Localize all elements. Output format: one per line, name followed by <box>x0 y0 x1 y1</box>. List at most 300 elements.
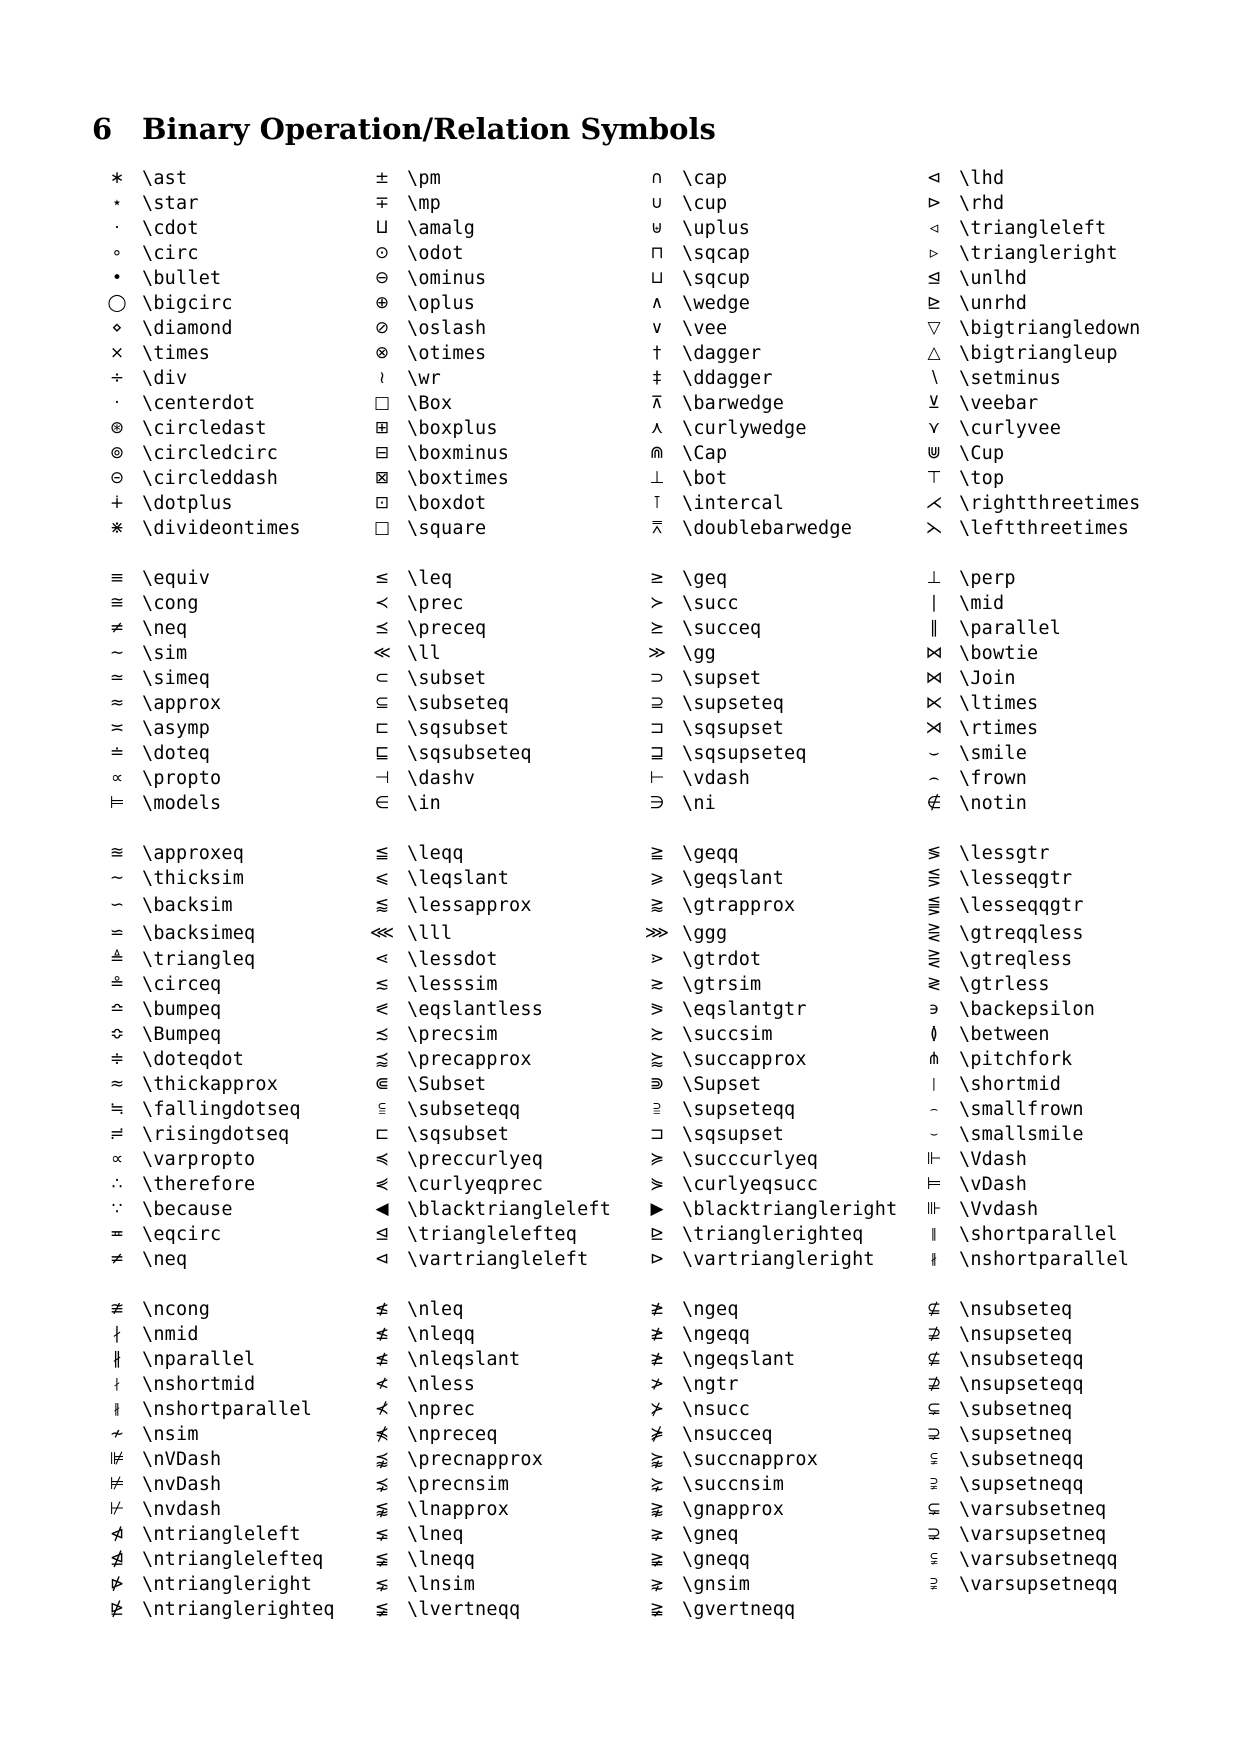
symbol-glyph: ⊊ <box>926 1399 942 1419</box>
symbol-glyph: ⋊ <box>925 718 943 738</box>
latex-command: \mid <box>959 593 1005 614</box>
symbol-row <box>632 1572 909 1597</box>
symbol-row <box>357 1122 632 1147</box>
symbol-glyph: ≱ <box>649 1299 665 1319</box>
latex-command: \neq <box>142 618 188 639</box>
latex-command: \nleqslant <box>407 1349 521 1370</box>
latex-command: \prec <box>407 593 464 614</box>
symbol-glyph: ∈ <box>374 793 390 813</box>
symbol-row <box>357 1297 632 1322</box>
symbol-row <box>632 766 909 791</box>
symbol-row <box>632 516 909 541</box>
latex-command: \leqq <box>407 843 464 864</box>
symbol-glyph: ≻ <box>649 593 665 613</box>
latex-command: \supseteqq <box>682 1099 796 1120</box>
latex-command: \therefore <box>142 1174 256 1195</box>
latex-command: \preceq <box>407 618 487 639</box>
symbol-row <box>92 866 357 891</box>
latex-command: \ngeqslant <box>682 1349 796 1370</box>
symbol-row <box>357 891 632 919</box>
latex-command: \pm <box>407 168 442 189</box>
symbol-glyph: ⋈ <box>925 643 943 663</box>
symbol-row <box>357 1022 632 1047</box>
section-number: 6 <box>92 112 113 146</box>
latex-command: \doteq <box>142 743 211 764</box>
latex-command: \nvdash <box>142 1499 222 1520</box>
latex-command: \boxplus <box>407 418 498 439</box>
symbol-glyph: ⊃ <box>649 668 665 688</box>
latex-command: \succ <box>682 593 739 614</box>
symbol-glyph: ≥ <box>649 568 665 588</box>
symbol-row <box>909 1072 1159 1097</box>
symbol-column <box>909 166 1159 541</box>
symbol-row <box>909 1047 1159 1072</box>
symbol-glyph: ≖ <box>109 1224 125 1244</box>
latex-command: \bumpeq <box>142 999 222 1020</box>
symbol-glyph: ≠ <box>109 1249 125 1269</box>
symbol-glyph: ≱ <box>649 1324 665 1344</box>
symbol-row <box>92 491 357 516</box>
symbol-row <box>92 1422 357 1447</box>
symbol-glyph: ⋬ <box>109 1549 125 1569</box>
symbol-glyph: ⋩ <box>649 1474 665 1494</box>
symbol-column <box>632 566 909 816</box>
latex-command: \smallsmile <box>959 1124 1084 1145</box>
symbol-glyph: ◃ <box>929 218 939 238</box>
symbol-glyph: ⫆ <box>653 1099 661 1119</box>
symbol-glyph: ∣ <box>929 593 939 613</box>
latex-command: \lneq <box>407 1524 464 1545</box>
symbol-glyph: ⊘ <box>374 318 390 338</box>
symbol-row <box>92 1097 357 1122</box>
latex-command: \setminus <box>959 368 1062 389</box>
latex-command: \gnsim <box>682 1574 751 1595</box>
latex-command: \nsubseteqq <box>959 1349 1084 1370</box>
symbol-row <box>632 1422 909 1447</box>
symbol-row <box>357 1597 632 1622</box>
symbol-glyph: ⊉ <box>926 1374 942 1394</box>
symbol-glyph: ⊣ <box>374 768 390 788</box>
symbol-row <box>909 416 1159 441</box>
symbol-glyph: ⊥ <box>649 468 665 488</box>
symbol-row <box>909 216 1159 241</box>
symbol-glyph: ⊩ <box>926 1149 942 1169</box>
symbol-glyph: ≰ <box>374 1299 390 1319</box>
symbol-row <box>357 841 632 866</box>
latex-command: \doteqdot <box>142 1049 245 1070</box>
latex-command: \ltimes <box>959 693 1039 714</box>
latex-command: \wedge <box>682 293 751 314</box>
latex-command: \star <box>142 193 199 214</box>
symbol-glyph: ⊝ <box>109 468 125 488</box>
symbol-glyph: ⋙ <box>644 922 670 943</box>
latex-command: \divideontimes <box>142 518 301 539</box>
symbol-glyph: ≯ <box>649 1374 665 1394</box>
symbol-row <box>92 691 357 716</box>
symbol-glyph: ⊴ <box>374 1224 390 1244</box>
symbol-row <box>357 1172 632 1197</box>
symbol-row <box>632 641 909 666</box>
latex-command: \sim <box>142 643 188 664</box>
symbol-row <box>632 1297 909 1322</box>
symbol-glyph: ⪅ <box>374 894 390 915</box>
symbol-glyph: ⊕ <box>374 293 390 313</box>
symbol-row <box>632 1522 909 1547</box>
latex-command: \intercal <box>682 493 785 514</box>
latex-command: \pitchfork <box>959 1049 1073 1070</box>
symbol-glyph: ⋄ <box>111 318 123 338</box>
latex-command: \approxeq <box>142 843 245 864</box>
symbol-row <box>92 1572 357 1597</box>
symbol-row <box>909 841 1159 866</box>
symbol-glyph: ◀ <box>375 1199 389 1219</box>
latex-command: \oslash <box>407 318 487 339</box>
symbol-glyph: ⋛ <box>926 922 942 943</box>
latex-command: \nless <box>407 1374 476 1395</box>
symbol-glyph: ⋉ <box>925 693 943 713</box>
symbol-glyph: ⊼ <box>650 393 664 413</box>
latex-command: \circledcirc <box>142 443 279 464</box>
symbol-glyph: ∥ <box>929 618 939 638</box>
symbol-glyph: ⊨ <box>926 1174 942 1194</box>
latex-command: \geqq <box>682 843 739 864</box>
latex-command: \veebar <box>959 393 1039 414</box>
symbol-glyph: ≏ <box>109 999 125 1019</box>
symbol-row <box>909 666 1159 691</box>
latex-command: \nsucc <box>682 1399 751 1420</box>
symbol-glyph: ⊳ <box>926 193 942 213</box>
latex-command: \curlyeqprec <box>407 1174 544 1195</box>
symbol-glyph: ◯ <box>107 293 127 313</box>
latex-command: \backsimeq <box>142 922 256 944</box>
latex-command: \gtreqless <box>959 949 1073 970</box>
symbol-row <box>909 866 1159 891</box>
symbol-glyph: ≪ <box>373 643 391 663</box>
latex-command: \triangleq <box>142 949 256 970</box>
latex-command: \gtreqqless <box>959 922 1084 944</box>
symbol-glyph: ⪷ <box>374 1049 390 1069</box>
symbol-row <box>632 1197 909 1222</box>
latex-command: \succeq <box>682 618 762 639</box>
symbol-glyph: ∖ <box>928 368 940 388</box>
symbol-glyph: ⊨ <box>109 793 125 813</box>
symbol-glyph: ⋌ <box>925 493 943 513</box>
latex-command: \gg <box>682 643 717 664</box>
symbol-row <box>632 919 909 947</box>
symbol-glyph: □ <box>373 393 391 413</box>
latex-command: \triangleleft <box>959 218 1107 239</box>
symbol-glyph: ⫋ <box>930 1449 938 1469</box>
latex-command: \ngeqq <box>682 1324 751 1345</box>
latex-command: \odot <box>407 243 464 264</box>
symbol-row <box>92 1022 357 1047</box>
latex-command: \nsubseteq <box>959 1299 1073 1320</box>
symbol-glyph: ≍ <box>109 718 125 738</box>
symbol-glyph: ∝ <box>110 1149 124 1169</box>
symbol-row <box>357 1572 632 1597</box>
symbol-glyph: ⪹ <box>374 1449 390 1469</box>
latex-command: \boxdot <box>407 493 487 514</box>
symbol-row <box>909 1397 1159 1422</box>
symbol-glyph: ⊂ <box>374 668 390 688</box>
latex-command: \bullet <box>142 268 222 289</box>
symbol-row <box>632 341 909 366</box>
latex-command: \blacktriangleleft <box>407 1199 612 1220</box>
symbol-glyph: ∥ <box>930 1227 938 1242</box>
symbol-group <box>92 566 1172 816</box>
latex-command: \varsupsetneqq <box>959 1574 1118 1595</box>
symbol-glyph: ⊈ <box>926 1349 942 1369</box>
symbol-row <box>909 616 1159 641</box>
symbol-glyph: ⋓ <box>926 443 942 463</box>
latex-command: \lessgtr <box>959 843 1050 864</box>
symbol-glyph: ⋈ <box>925 668 943 688</box>
symbol-glyph: ⊞ <box>374 418 390 438</box>
symbol-row <box>909 1472 1159 1497</box>
symbol-row <box>357 1222 632 1247</box>
latex-command: \perp <box>959 568 1016 589</box>
section-title: Binary Operation/Relation Symbols <box>142 112 716 146</box>
symbol-glyph: ⫌ <box>930 1474 938 1494</box>
symbol-row <box>92 947 357 972</box>
symbol-row <box>357 616 632 641</box>
latex-command: \doublebarwedge <box>682 518 853 539</box>
symbol-column <box>92 566 357 816</box>
symbol-glyph: ⊠ <box>374 468 390 488</box>
symbol-glyph: ⊐ <box>649 1124 665 1144</box>
latex-command: \Cup <box>959 443 1005 464</box>
latex-command: \ngtr <box>682 1374 739 1395</box>
latex-command: \curlyvee <box>959 418 1062 439</box>
symbol-row <box>357 341 632 366</box>
symbol-column <box>909 1297 1159 1622</box>
symbol-row <box>909 716 1159 741</box>
symbol-column <box>92 841 357 1272</box>
symbol-row <box>632 1547 909 1572</box>
symbol-row <box>632 216 909 241</box>
symbol-row <box>632 791 909 816</box>
symbol-glyph: ⌣ <box>928 743 940 763</box>
symbol-glyph: ⊛ <box>109 418 125 438</box>
symbol-glyph: ≁ <box>109 1424 125 1444</box>
symbol-glyph: ⪖ <box>649 999 665 1019</box>
symbol-glyph: ⫌ <box>930 1574 938 1594</box>
latex-command: \Vvdash <box>959 1199 1039 1220</box>
latex-command: \smile <box>959 743 1028 764</box>
symbol-glyph: ∵ <box>111 1199 123 1219</box>
symbol-row <box>909 1522 1159 1547</box>
symbol-row <box>92 1397 357 1422</box>
symbol-glyph: ⋖ <box>374 949 390 969</box>
symbol-row <box>92 466 357 491</box>
symbol-row <box>357 516 632 541</box>
latex-command: \subseteq <box>407 693 510 714</box>
latex-command: \gvertneqq <box>682 1599 796 1620</box>
symbol-glyph: ⊪ <box>926 1199 942 1219</box>
symbol-row <box>632 1147 909 1172</box>
latex-command: \subseteqq <box>407 1099 521 1120</box>
latex-command: \vee <box>682 318 728 339</box>
symbol-glyph: ≩ <box>649 1549 665 1569</box>
latex-command: \succnsim <box>682 1474 785 1495</box>
symbol-glyph: ∴ <box>111 1174 123 1194</box>
symbol-row <box>357 666 632 691</box>
symbol-row <box>357 1397 632 1422</box>
latex-command: \nshortparallel <box>142 1399 313 1420</box>
symbol-glyph: □ <box>373 518 391 538</box>
symbol-glyph: ⋎ <box>927 418 941 438</box>
symbol-row <box>632 866 909 891</box>
latex-command: \ntrianglelefteq <box>142 1549 324 1570</box>
latex-command: \bigtriangleup <box>959 343 1118 364</box>
latex-command: \curlywedge <box>682 418 807 439</box>
symbol-glyph: ⊵ <box>649 1224 665 1244</box>
symbol-row <box>632 891 909 919</box>
latex-command: \bigtriangledown <box>959 318 1141 339</box>
symbol-glyph: ≺ <box>374 593 390 613</box>
symbol-row <box>357 1247 632 1272</box>
symbol-row <box>632 1122 909 1147</box>
symbol-row <box>92 1522 357 1547</box>
symbol-row <box>92 919 357 947</box>
latex-command: \circ <box>142 243 199 264</box>
symbol-column <box>909 566 1159 816</box>
latex-command: \wr <box>407 368 442 389</box>
symbol-row <box>92 591 357 616</box>
latex-command: \precnapprox <box>407 1449 544 1470</box>
symbol-tables <box>92 166 1172 1647</box>
symbol-row <box>909 341 1159 366</box>
symbol-row <box>909 391 1159 416</box>
symbol-glyph: ⊀ <box>374 1399 390 1419</box>
symbol-glyph: ≨ <box>374 1549 390 1569</box>
symbol-row <box>357 391 632 416</box>
symbol-glyph: ± <box>374 168 390 188</box>
latex-command: \risingdotseq <box>142 1124 290 1145</box>
latex-command: \nsucceq <box>682 1424 773 1445</box>
latex-command: \succapprox <box>682 1049 807 1070</box>
symbol-glyph: ≷ <box>926 974 942 994</box>
latex-command: \sqsubset <box>407 718 510 739</box>
latex-command: \in <box>407 793 442 814</box>
symbol-row <box>632 1322 909 1347</box>
symbol-row <box>92 1347 357 1372</box>
latex-command: \sqsupset <box>682 718 785 739</box>
symbol-glyph: ⋏ <box>650 418 664 438</box>
latex-command: \succcurlyeq <box>682 1149 819 1170</box>
latex-command: \precapprox <box>407 1049 532 1070</box>
symbol-row <box>92 266 357 291</box>
symbol-row <box>357 1372 632 1397</box>
symbol-glyph: ⋨ <box>374 1474 390 1494</box>
symbol-row <box>92 166 357 191</box>
symbol-glyph: ∗ <box>109 168 125 188</box>
symbol-glyph: ≡ <box>109 568 125 588</box>
symbol-row <box>357 972 632 997</box>
symbol-row <box>92 1597 357 1622</box>
symbol-glyph: ⫅ <box>378 1099 386 1119</box>
symbol-row <box>909 166 1159 191</box>
latex-command: \lll <box>407 922 453 944</box>
symbol-glyph: ⋐ <box>374 1074 390 1094</box>
latex-command: \lnsim <box>407 1574 476 1595</box>
symbol-glyph: ≜ <box>109 949 125 969</box>
symbol-row <box>357 691 632 716</box>
symbol-row <box>92 741 357 766</box>
latex-command: \rhd <box>959 193 1005 214</box>
symbol-glyph: ≱ <box>649 1349 665 1369</box>
symbol-glyph: ⊡ <box>374 493 390 513</box>
symbol-row <box>909 1547 1159 1572</box>
symbol-glyph: ⨿ <box>375 218 389 238</box>
latex-command: \trianglerighteq <box>682 1224 864 1245</box>
symbol-row <box>92 1047 357 1072</box>
symbol-row <box>909 1097 1159 1122</box>
latex-command: \parallel <box>959 618 1062 639</box>
symbol-row <box>632 1022 909 1047</box>
latex-command: \shortmid <box>959 1074 1062 1095</box>
symbol-row <box>357 241 632 266</box>
symbol-row <box>92 1222 357 1247</box>
symbol-glyph: ≎ <box>109 1024 125 1044</box>
latex-command: \ngeq <box>682 1299 739 1320</box>
symbol-glyph: ▶ <box>650 1199 664 1219</box>
symbol-glyph: ⌣ <box>929 1127 939 1142</box>
symbol-glyph: ≊ <box>109 843 125 863</box>
symbol-glyph: ⊳ <box>649 1249 665 1269</box>
symbol-glyph: ∋ <box>649 793 665 813</box>
symbol-row <box>909 1247 1159 1272</box>
latex-command: \nsupseteq <box>959 1324 1073 1345</box>
symbol-row <box>632 1172 909 1197</box>
symbol-glyph: ⪉ <box>374 1499 390 1519</box>
latex-command: \succnapprox <box>682 1449 819 1470</box>
symbol-row <box>632 1247 909 1272</box>
symbol-glyph: × <box>109 343 125 363</box>
symbol-row <box>632 1447 909 1472</box>
latex-command: \thicksim <box>142 868 245 889</box>
latex-command: \uplus <box>682 218 751 239</box>
latex-command: \lneqq <box>407 1549 476 1570</box>
symbol-row <box>357 366 632 391</box>
symbol-glyph: ⋔ <box>926 1049 942 1069</box>
latex-command: \otimes <box>407 343 487 364</box>
symbol-glyph: ⊐ <box>649 718 665 738</box>
latex-command: \square <box>407 518 487 539</box>
symbol-row <box>92 1197 357 1222</box>
symbol-row <box>909 566 1159 591</box>
symbol-glyph: ⊬ <box>109 1499 125 1519</box>
symbol-row <box>92 1072 357 1097</box>
symbol-glyph: ≬ <box>930 1024 938 1044</box>
symbol-row <box>92 341 357 366</box>
latex-command: \asymp <box>142 718 211 739</box>
symbol-glyph: ≗ <box>109 974 125 994</box>
symbol-glyph: ⊚ <box>109 443 125 463</box>
symbol-row <box>909 591 1159 616</box>
latex-command: \gtrsim <box>682 974 762 995</box>
latex-command: \lesseqgtr <box>959 868 1073 889</box>
symbol-row <box>92 1447 357 1472</box>
latex-command: \ntriangleleft <box>142 1524 301 1545</box>
symbol-glyph: · <box>114 218 120 238</box>
symbol-glyph: ≓ <box>109 1124 125 1144</box>
symbol-glyph: ⩽ <box>374 868 390 888</box>
latex-command: \gneqq <box>682 1549 751 1570</box>
symbol-row <box>92 891 357 919</box>
latex-command: \equiv <box>142 568 211 589</box>
symbol-row <box>909 291 1159 316</box>
